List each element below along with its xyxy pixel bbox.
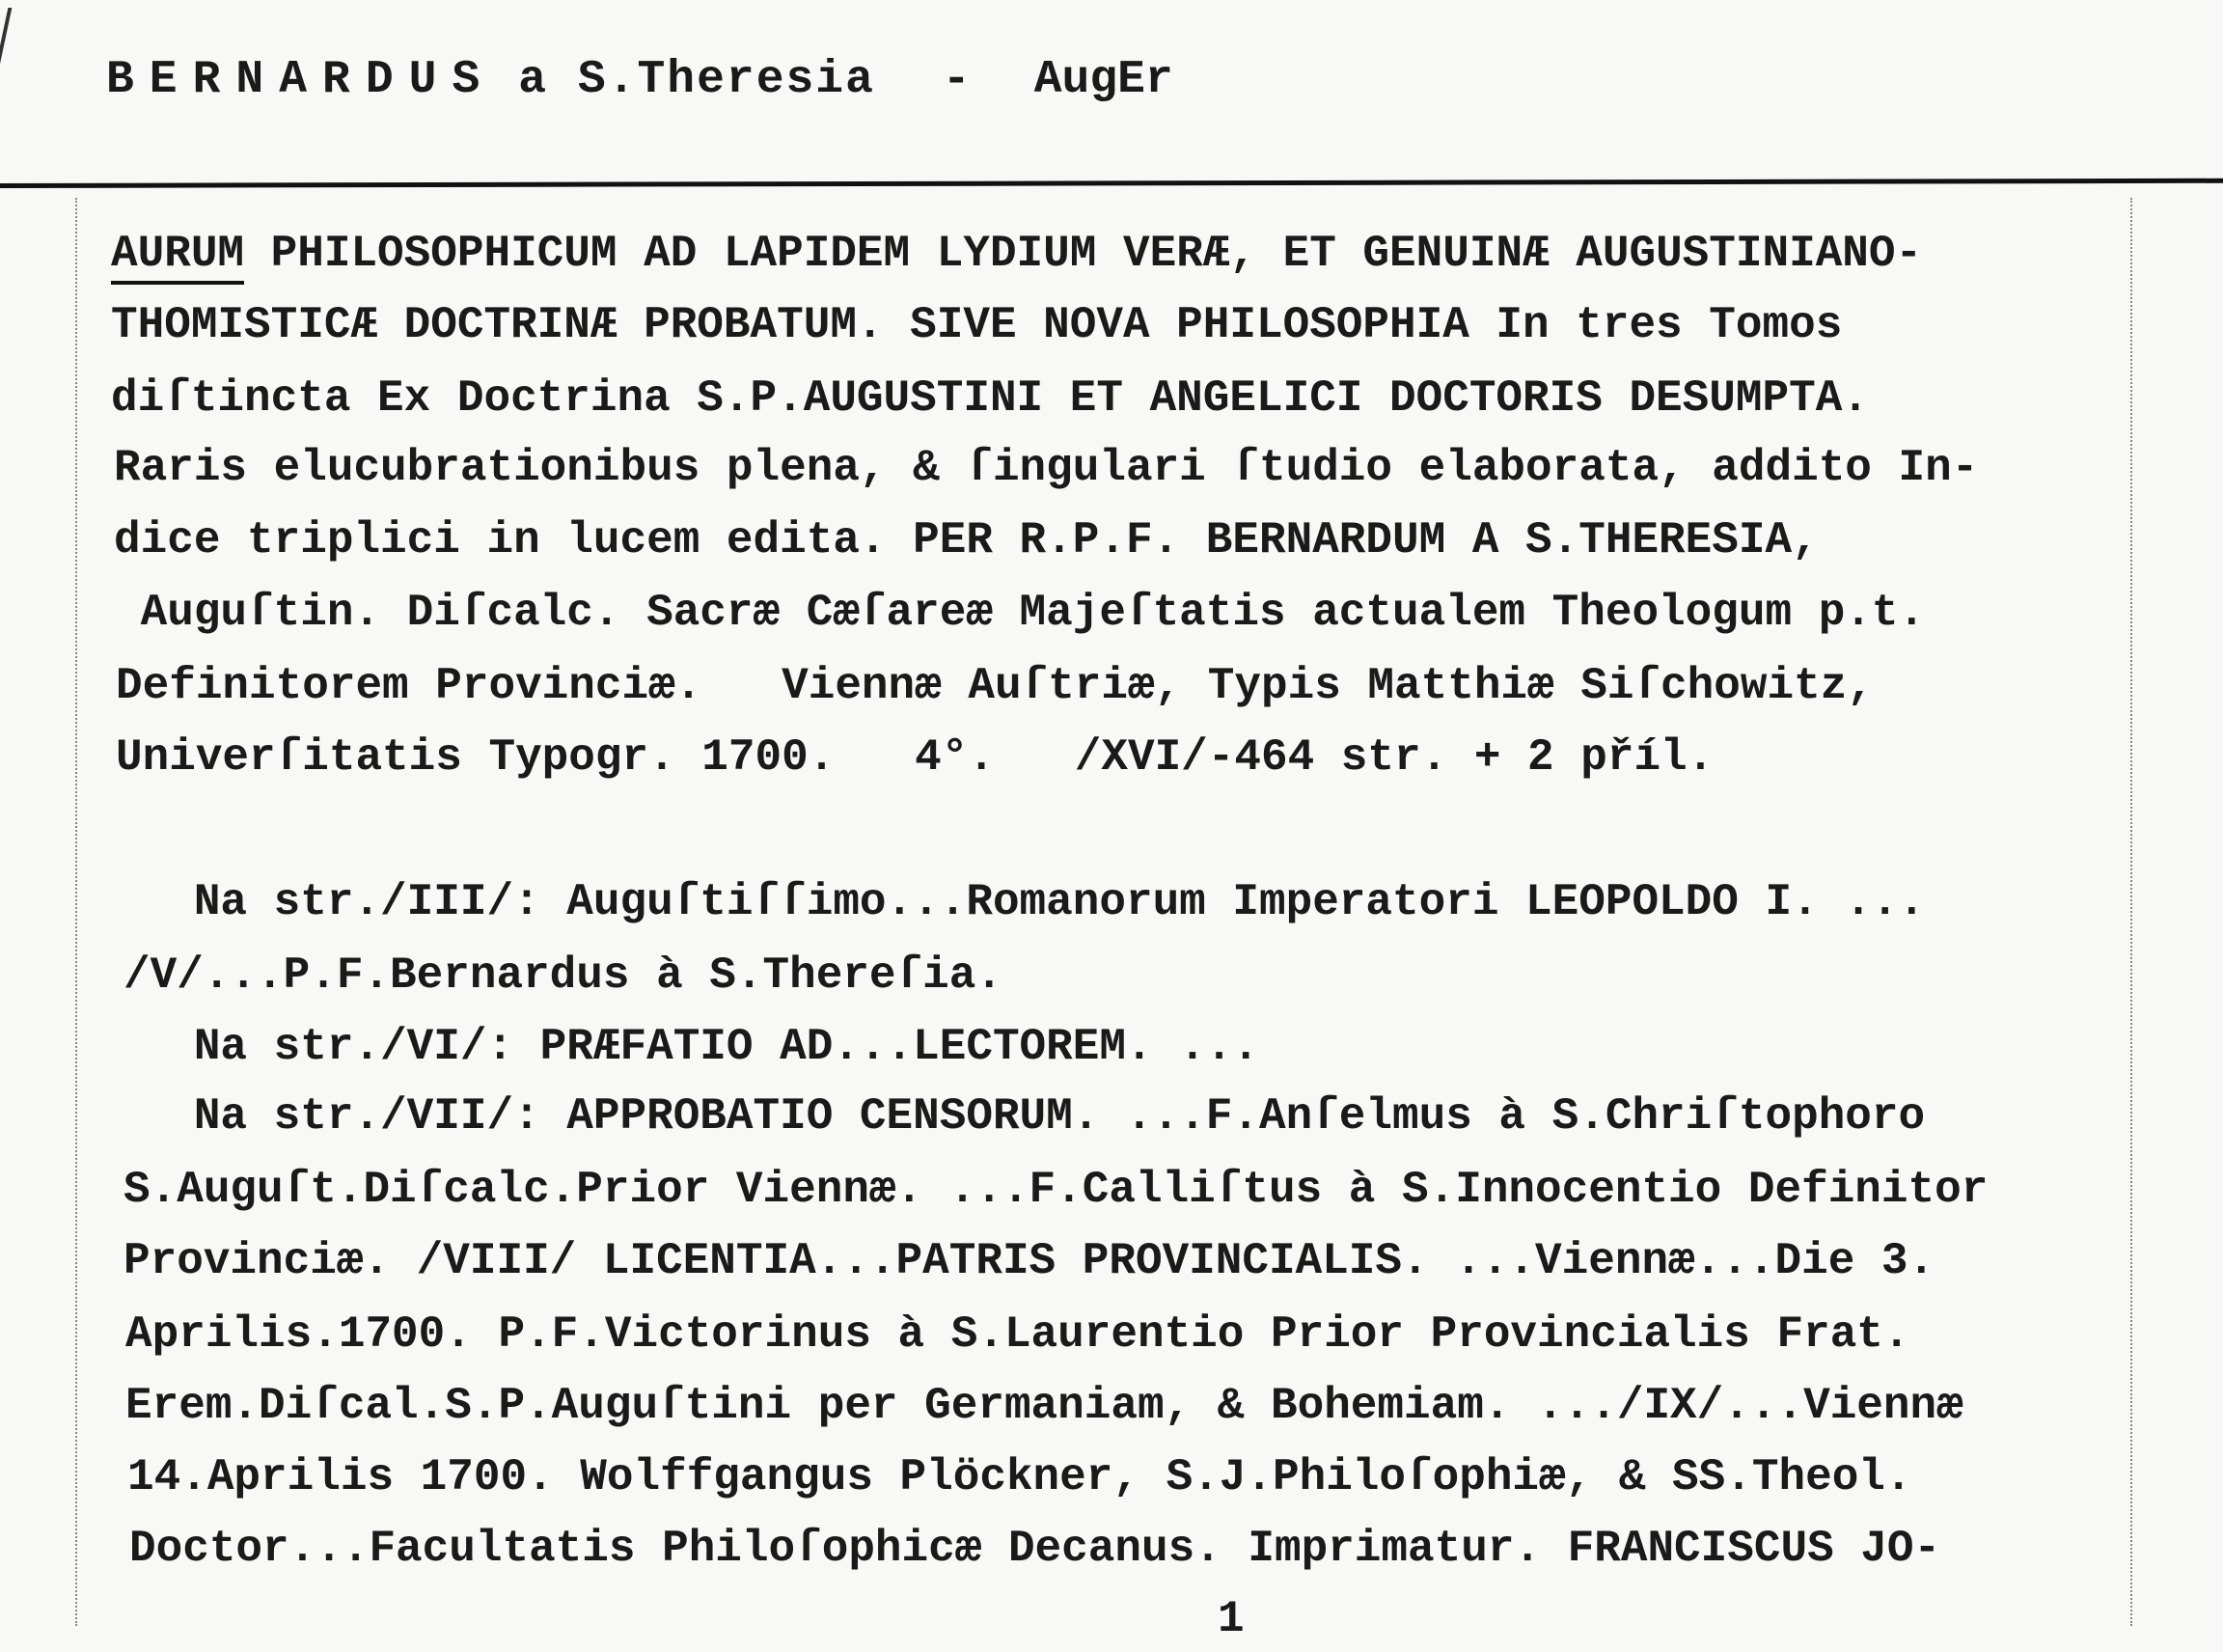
title-line: Raris elucubrationibus plena, & ſingulari ſtudio elaborata, addito In- [114, 443, 1979, 493]
imprint-line: Definitorem Provinciæ. Viennæ Auſtriæ, Typis Matthiæ Siſchowitz, [116, 661, 1874, 711]
note-line: Aprilis.1700. P.F.Victorinus à S.Laurentio Prior Provincialis Frat. [125, 1309, 1910, 1360]
title-line: THOMISTICÆ DOCTRINÆ PROBATUM. SIVE NOVA PHILOSOPHIA In tres Tomos [111, 300, 1843, 350]
title-line-1 [111, 229, 1923, 279]
title-line-1-rest: PHILOSOPHICUM AD LAPIDEM LYDIUM VERÆ, ET GENUINÆ AUGUSTINIANO- [244, 229, 1923, 279]
note-line: S.Auguſt.Diſcalc.Prior Viennæ. ...F.Calliſtus à S.Innocentio Definitor [124, 1165, 1989, 1215]
imprint-line: Univerſitatis Typogr. 1700. 4°. /XVI/-464 str. + 2 příl. [116, 732, 1715, 783]
note-line: Na str./III/: Auguſtiſſimo...Romanorum Imperatori LEOPOLDO I. ... [114, 877, 1926, 927]
note-line: Na str./VII/: APPROBATIO CENSORUM. ...F.Anſelmus à S.Chriſtophoro [114, 1091, 1926, 1142]
title-line: dice triplici in lucem edita. PER R.P.F. BERNARDUM A S.THERESIA, [114, 515, 1819, 565]
author-religious-name: a S.Theresia [518, 54, 875, 106]
page-number: 1 [1218, 1594, 1245, 1644]
note-line: 14.Aprilis 1700. Wolffgangus Plöckner, S.J.Philoſophiæ, & SS.Theol. [127, 1452, 1912, 1502]
underlined-keyword: AURUM [111, 229, 244, 285]
title-line: Auguſtin. Diſcalc. Sacræ Cæſareæ Majeſtatis actualem Theologum p.t. [114, 588, 1926, 638]
title-line: diſtincta Ex Doctrina S.P.AUGUSTINI ET ANGELICI DOCTORIS DESUMPTA. [111, 373, 1869, 424]
handwritten-mark [0, 8, 27, 66]
header-rule [0, 179, 2223, 188]
header-dash: - [942, 54, 971, 106]
note-line: Erem.Diſcal.S.P.Auguſtini per Germaniam, & Bohemiam. .../IX/...Viennæ [125, 1381, 1963, 1431]
author-name: BERNARDUS [106, 54, 496, 106]
right-margin-dots [2130, 198, 2132, 1626]
card-header [106, 54, 1173, 106]
note-line: Provinciæ. /VIII/ LICENTIA...PATRIS PROVINCIALIS. ...Viennæ...Die 3. [124, 1236, 1935, 1286]
note-line: Doctor...Facultatis Philoſophicæ Decanus. Imprimatur. FRANCISCUS JO- [129, 1524, 1941, 1574]
note-line: /V/...P.F.Bernardus à S.Thereſia. [124, 950, 1002, 1001]
order-code: AugEr [1033, 54, 1173, 106]
left-margin-dots [75, 198, 77, 1626]
note-line: Na str./VI/: PRÆFATIO AD...LECTOREM. ... [114, 1022, 1259, 1072]
